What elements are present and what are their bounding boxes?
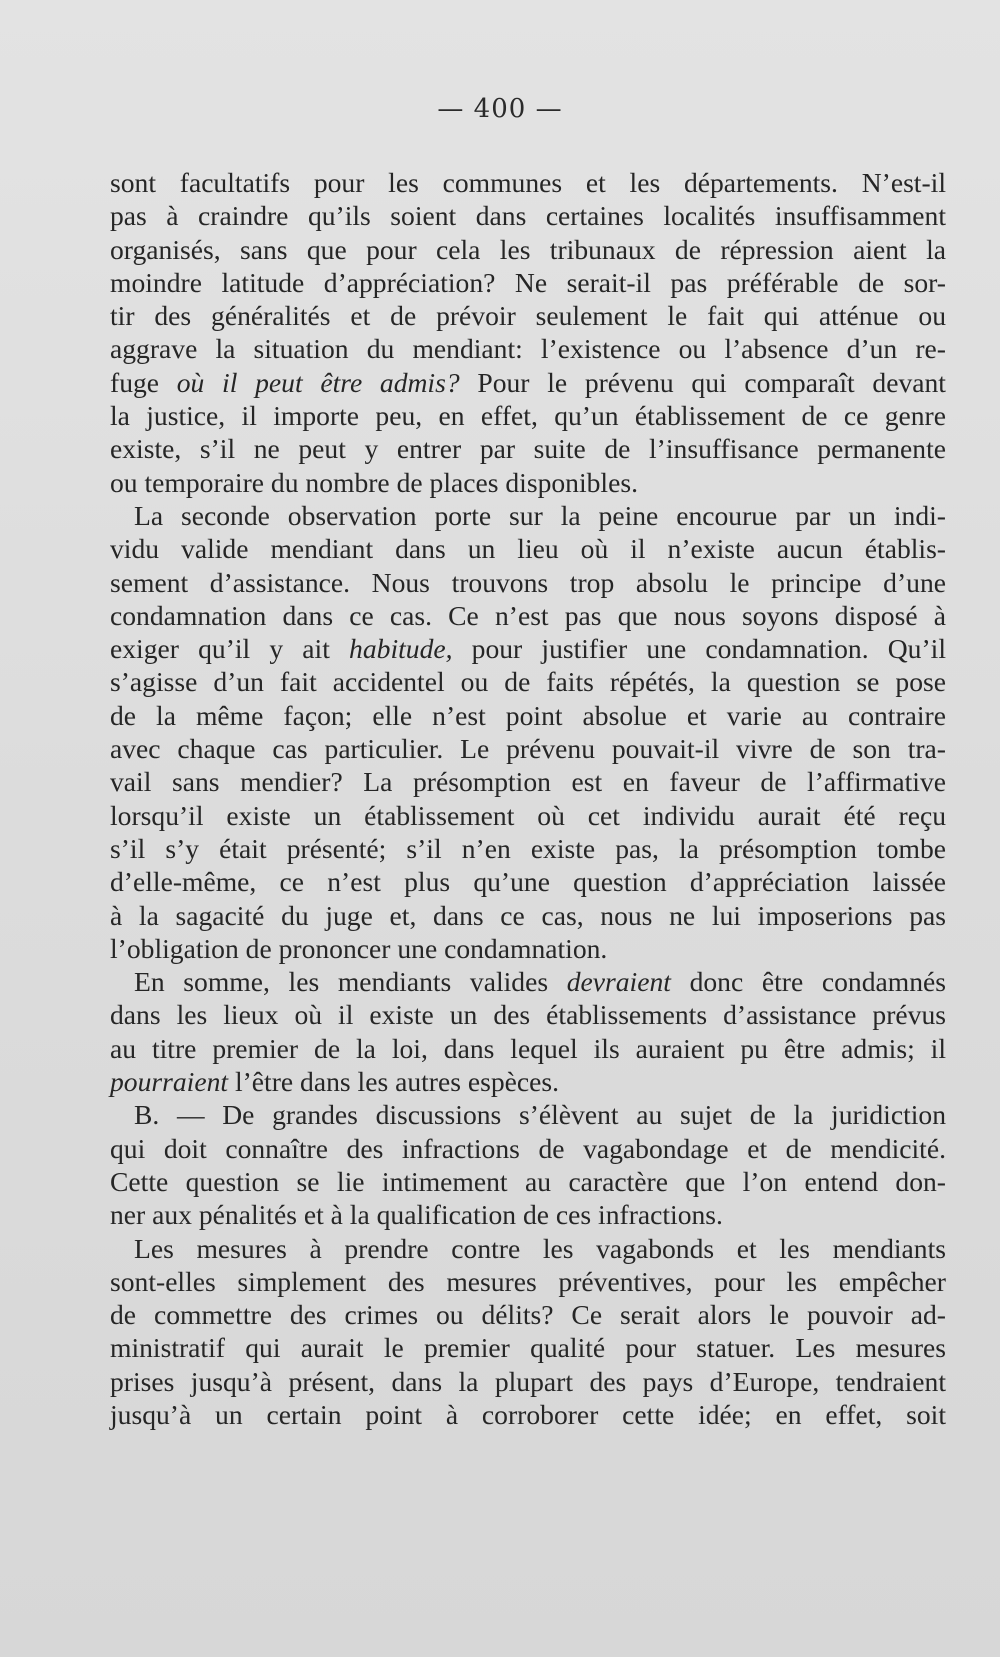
text-segment: En somme, les mendiants valides bbox=[134, 966, 567, 998]
text-line bbox=[110, 1065, 946, 1098]
italic-text: pourraient bbox=[110, 1066, 229, 1098]
text-line: organisés, sans que pour cela les tribunaux de répression aient la bbox=[110, 233, 946, 265]
text-line: La seconde observation porte sur la peine encourue par un indi- bbox=[134, 499, 946, 531]
text-line: d’elle-même, ce n’est plus qu’une question d’appréciation laissée bbox=[110, 866, 946, 898]
text-line: vidu valide mendiant dans un lieu où il n’existe aucun établis- bbox=[110, 533, 946, 565]
text-line: condamnation dans ce cas. Ce n’est pas que nous soyons disposé à bbox=[110, 599, 946, 631]
text-segment: l’être dans les autres espèces. bbox=[228, 1066, 560, 1098]
body-text bbox=[110, 166, 946, 1431]
text-line: s’agisse d’un fait accidentel ou de faits répétés, la question se pose bbox=[110, 666, 946, 698]
text-line: la justice, il importe peu, en effet, qu’un établissement de ce genre bbox=[110, 400, 946, 432]
text-line: sement d’assistance. Nous trouvons trop absolu le principe d’une bbox=[110, 566, 946, 598]
text-line: vail sans mendier? La présomption est en faveur de l’affirmative bbox=[110, 766, 946, 798]
text-segment: Pour le prévenu qui comparaît devant bbox=[459, 366, 946, 398]
italic-text: devraient bbox=[566, 966, 671, 998]
text-line: de la même façon; elle n’est point absolue et varie au contraire bbox=[110, 699, 946, 731]
text-line: moindre latitude d’appréciation? Ne serait-il pas préférable de sor- bbox=[110, 266, 946, 298]
text-line: ou temporaire du nombre de places disponibles. bbox=[110, 466, 638, 498]
text-line: Cette question se lie intimement au caractère que l’on entend don- bbox=[110, 1165, 946, 1197]
text-line: sont facultatifs pour les communes et les départements. N’est-il bbox=[110, 167, 946, 198]
text-line: dans les lieux où il existe un des établissements d’assistance prévus bbox=[110, 999, 946, 1031]
text-line: ministratif qui aurait le premier qualité pour statuer. Les mesures bbox=[110, 1332, 946, 1364]
text-line: s’il s’y était présenté; s’il n’en existe pas, la présomption tombe bbox=[110, 832, 946, 864]
text-line: Les mesures à prendre contre les vagabonds et les mendiants bbox=[134, 1232, 946, 1264]
text-line bbox=[110, 965, 946, 998]
text-line bbox=[110, 366, 946, 399]
text-line: pas à craindre qu’ils soient dans certaines localités insuffisamment bbox=[110, 200, 946, 232]
text-line: à la sagacité du juge et, dans ce cas, nous ne lui imposerions pas bbox=[110, 899, 946, 931]
italic-text: où il peut être admis? bbox=[176, 366, 460, 398]
text-line: jusqu’à un certain point à corroborer cette idée; en effet, soit bbox=[110, 1398, 946, 1430]
text-line: avec chaque cas particulier. Le prévenu pouvait-il vivre de son tra- bbox=[110, 733, 946, 765]
text-line: de commettre des crimes ou délits? Ce serait alors le pouvoir ad- bbox=[110, 1299, 946, 1331]
text-line: qui doit connaître des infractions de vagabondage et de mendicité. bbox=[110, 1132, 946, 1164]
text-segment: donc être condamnés bbox=[670, 966, 946, 998]
italic-text: habitude, bbox=[349, 633, 453, 665]
page-number: — 400 — bbox=[437, 94, 563, 124]
text-line: existe, s’il ne peut y entrer par suite de l’insuffisance permanente bbox=[110, 433, 946, 465]
text-line: sont-elles simplement des mesures préventives, pour les empêcher bbox=[110, 1265, 946, 1297]
text-segment: pour justifier une condamnation. Qu’il bbox=[452, 633, 946, 665]
text-line bbox=[110, 632, 946, 665]
text-line: au titre premier de la loi, dans lequel ils auraient pu être admis; il bbox=[110, 1032, 946, 1064]
text-segment: exiger qu’il y ait bbox=[110, 633, 350, 665]
text-line: l’obligation de prononcer une condamnation. bbox=[110, 932, 608, 964]
text-line: tir des généralités et de prévoir seulement le fait qui atténue ou bbox=[110, 300, 946, 332]
text-line: ner aux pénalités et à la qualification de ces infractions. bbox=[110, 1199, 723, 1231]
text-segment: fuge bbox=[110, 366, 177, 398]
text-line: B. — De grandes discussions s’élèvent au sujet de la juridiction bbox=[134, 1099, 946, 1131]
text-line: lorsqu’il existe un établissement où cet individu aurait été reçu bbox=[110, 799, 946, 831]
text-line: aggrave la situation du mendiant: l’existence ou l’absence d’un re- bbox=[110, 333, 946, 365]
text-line: prises jusqu’à présent, dans la plupart des pays d’Europe, tendraient bbox=[110, 1365, 946, 1397]
